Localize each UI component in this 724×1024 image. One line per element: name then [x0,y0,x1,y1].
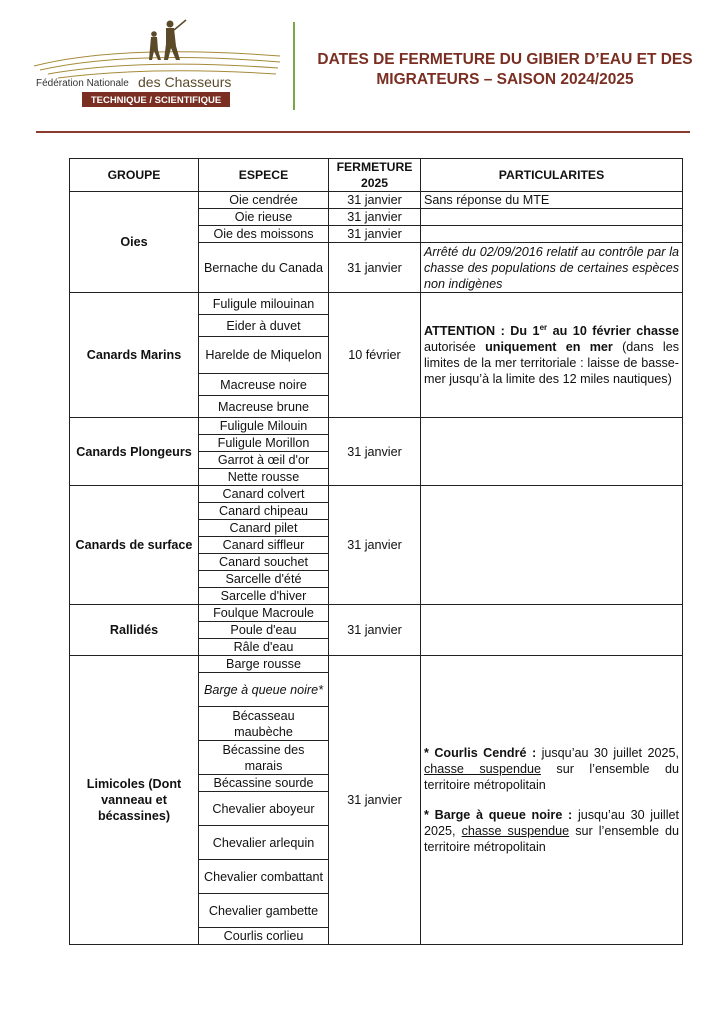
header-particularites: PARTICULARITES [421,159,683,192]
particularite-cell: Sans réponse du MTE [421,192,683,209]
note-barge-title: * Barge à queue noire : [424,808,573,822]
species-cell: Râle d'eau [199,639,329,656]
group-rallides: Rallidés [70,605,199,656]
species-cell: Bernache du Canada [199,243,329,293]
table-row [70,192,683,209]
date-cell: 31 janvier [329,656,421,945]
species-cell: Poule d'eau [199,622,329,639]
note-courlis-underline: chasse suspendue [424,762,541,776]
species-cell: Canard souchet [199,554,329,571]
date-cell: 31 janvier [329,486,421,605]
attention-text-2: (dans les limites de la mer territoriale : laisse de basse-mer jusqu’à la limite des 12 miles nautiques) [424,340,679,386]
closing-dates-table [69,158,683,945]
species-cell: Oie rieuse [199,209,329,226]
group-canards-plongeurs: Canards Plongeurs [70,418,199,486]
species-cell: Harelde de Miquelon [199,337,329,374]
title-line-1: DATES DE FERMETURE DU GIBIER D’EAU ET DES [317,51,693,68]
species-cell: Canard pilet [199,520,329,537]
species-cell: Garrot à œil d'or [199,452,329,469]
particularite-cell [421,293,683,418]
table-row [70,418,683,435]
header-espece: ESPECE [199,159,329,192]
note-barge-underline: chasse suspendue [461,824,570,838]
fnc-logo [30,16,286,112]
note-courlis [424,745,679,793]
species-cell: Fuligule Morillon [199,435,329,452]
species-cell: Chevalier arlequin [199,826,329,860]
species-cell: Barge rousse [199,656,329,673]
particularite-cell: Arrêté du 02/09/2016 relatif au contrôle par la chasse des populations de certaines espèces non indigènes [421,243,683,293]
species-cell: Bécasseau maubèche [199,707,329,741]
date-cell: 31 janvier [329,192,421,209]
species-cell: Canard colvert [199,486,329,503]
attention-bold: ATTENTION : Du 1 [424,324,540,338]
page-title [305,50,705,90]
table-row [70,293,683,315]
species-cell: Barge à queue noire* [199,673,329,707]
header-rule [36,131,690,133]
date-cell: 31 janvier [329,226,421,243]
header-divider [293,22,295,110]
species-cell: Oie des moissons [199,226,329,243]
note-courlis-end: sur l’ensemble du territoire métropolitain [424,762,679,792]
date-cell: 31 janvier [329,209,421,226]
group-canards-surface: Canards de surface [70,486,199,605]
hunters-silhouette-icon [149,20,186,60]
species-cell: Courlis corlieu [199,928,329,945]
attention-bold-3: uniquement en mer [485,340,613,354]
species-cell: Eider à duvet [199,315,329,337]
note-barge-end: sur l’ensemble du territoire métropolitain [424,824,680,854]
species-cell: Sarcelle d'hiver [199,588,329,605]
species-cell: Macreuse brune [199,396,329,418]
note-barge [424,807,679,855]
species-cell: Nette rousse [199,469,329,486]
species-cell: Chevalier gambette [199,894,329,928]
table-row [70,605,683,622]
particularite-cell [421,226,683,243]
species-cell: Chevalier combattant [199,860,329,894]
species-cell: Fuligule Milouin [199,418,329,435]
table-header-row [70,159,683,192]
species-cell: Foulque Macroule [199,605,329,622]
group-limicoles: Limicoles (Dont vanneau et bécassines) [70,656,199,945]
date-cell: 31 janvier [329,243,421,293]
particularite-cell [421,486,683,605]
logo-org-prefix: Fédération Nationale [36,78,129,89]
species-cell: Fuligule milouinan [199,293,329,315]
logo-tag: TECHNIQUE / SCIENTIFIQUE [90,95,222,106]
header-groupe: GROUPE [70,159,199,192]
note-barge-text: jusqu’au 30 juillet 2025, [424,808,679,838]
species-cell: Chevalier aboyeur [199,792,329,826]
date-cell: 31 janvier [329,605,421,656]
species-cell: Canard siffleur [199,537,329,554]
particularite-cell [421,605,683,656]
note-courlis-title: * Courlis Cendré : [424,746,537,760]
table-row [70,486,683,503]
title-line-2: MIGRATEURS – SAISON 2024/2025 [376,71,634,88]
group-canards-marins: Canards Marins [70,293,199,418]
page-header [0,0,724,140]
header-fermeture: FERMETURE 2025 [329,159,421,192]
particularite-cell [421,209,683,226]
date-cell: 10 février [329,293,421,418]
attention-sup: er [539,322,548,332]
attention-bold-2: au 10 février chasse [547,324,680,338]
group-oies: Oies [70,192,199,293]
species-cell: Macreuse noire [199,374,329,396]
attention-text-1: autorisée [424,340,486,354]
particularite-cell [421,418,683,486]
species-cell: Canard chipeau [199,503,329,520]
table-row [70,656,683,673]
species-cell: Oie cendrée [199,192,329,209]
date-cell: 31 janvier [329,418,421,486]
note-courlis-text: jusqu’au 30 juillet 2025, [536,746,679,760]
particularite-cell [421,656,683,945]
species-cell: Bécassine sourde [199,775,329,792]
logo-org-main: des Chasseurs [138,74,232,90]
species-cell: Bécassine des marais [199,741,329,775]
species-cell: Sarcelle d'été [199,571,329,588]
